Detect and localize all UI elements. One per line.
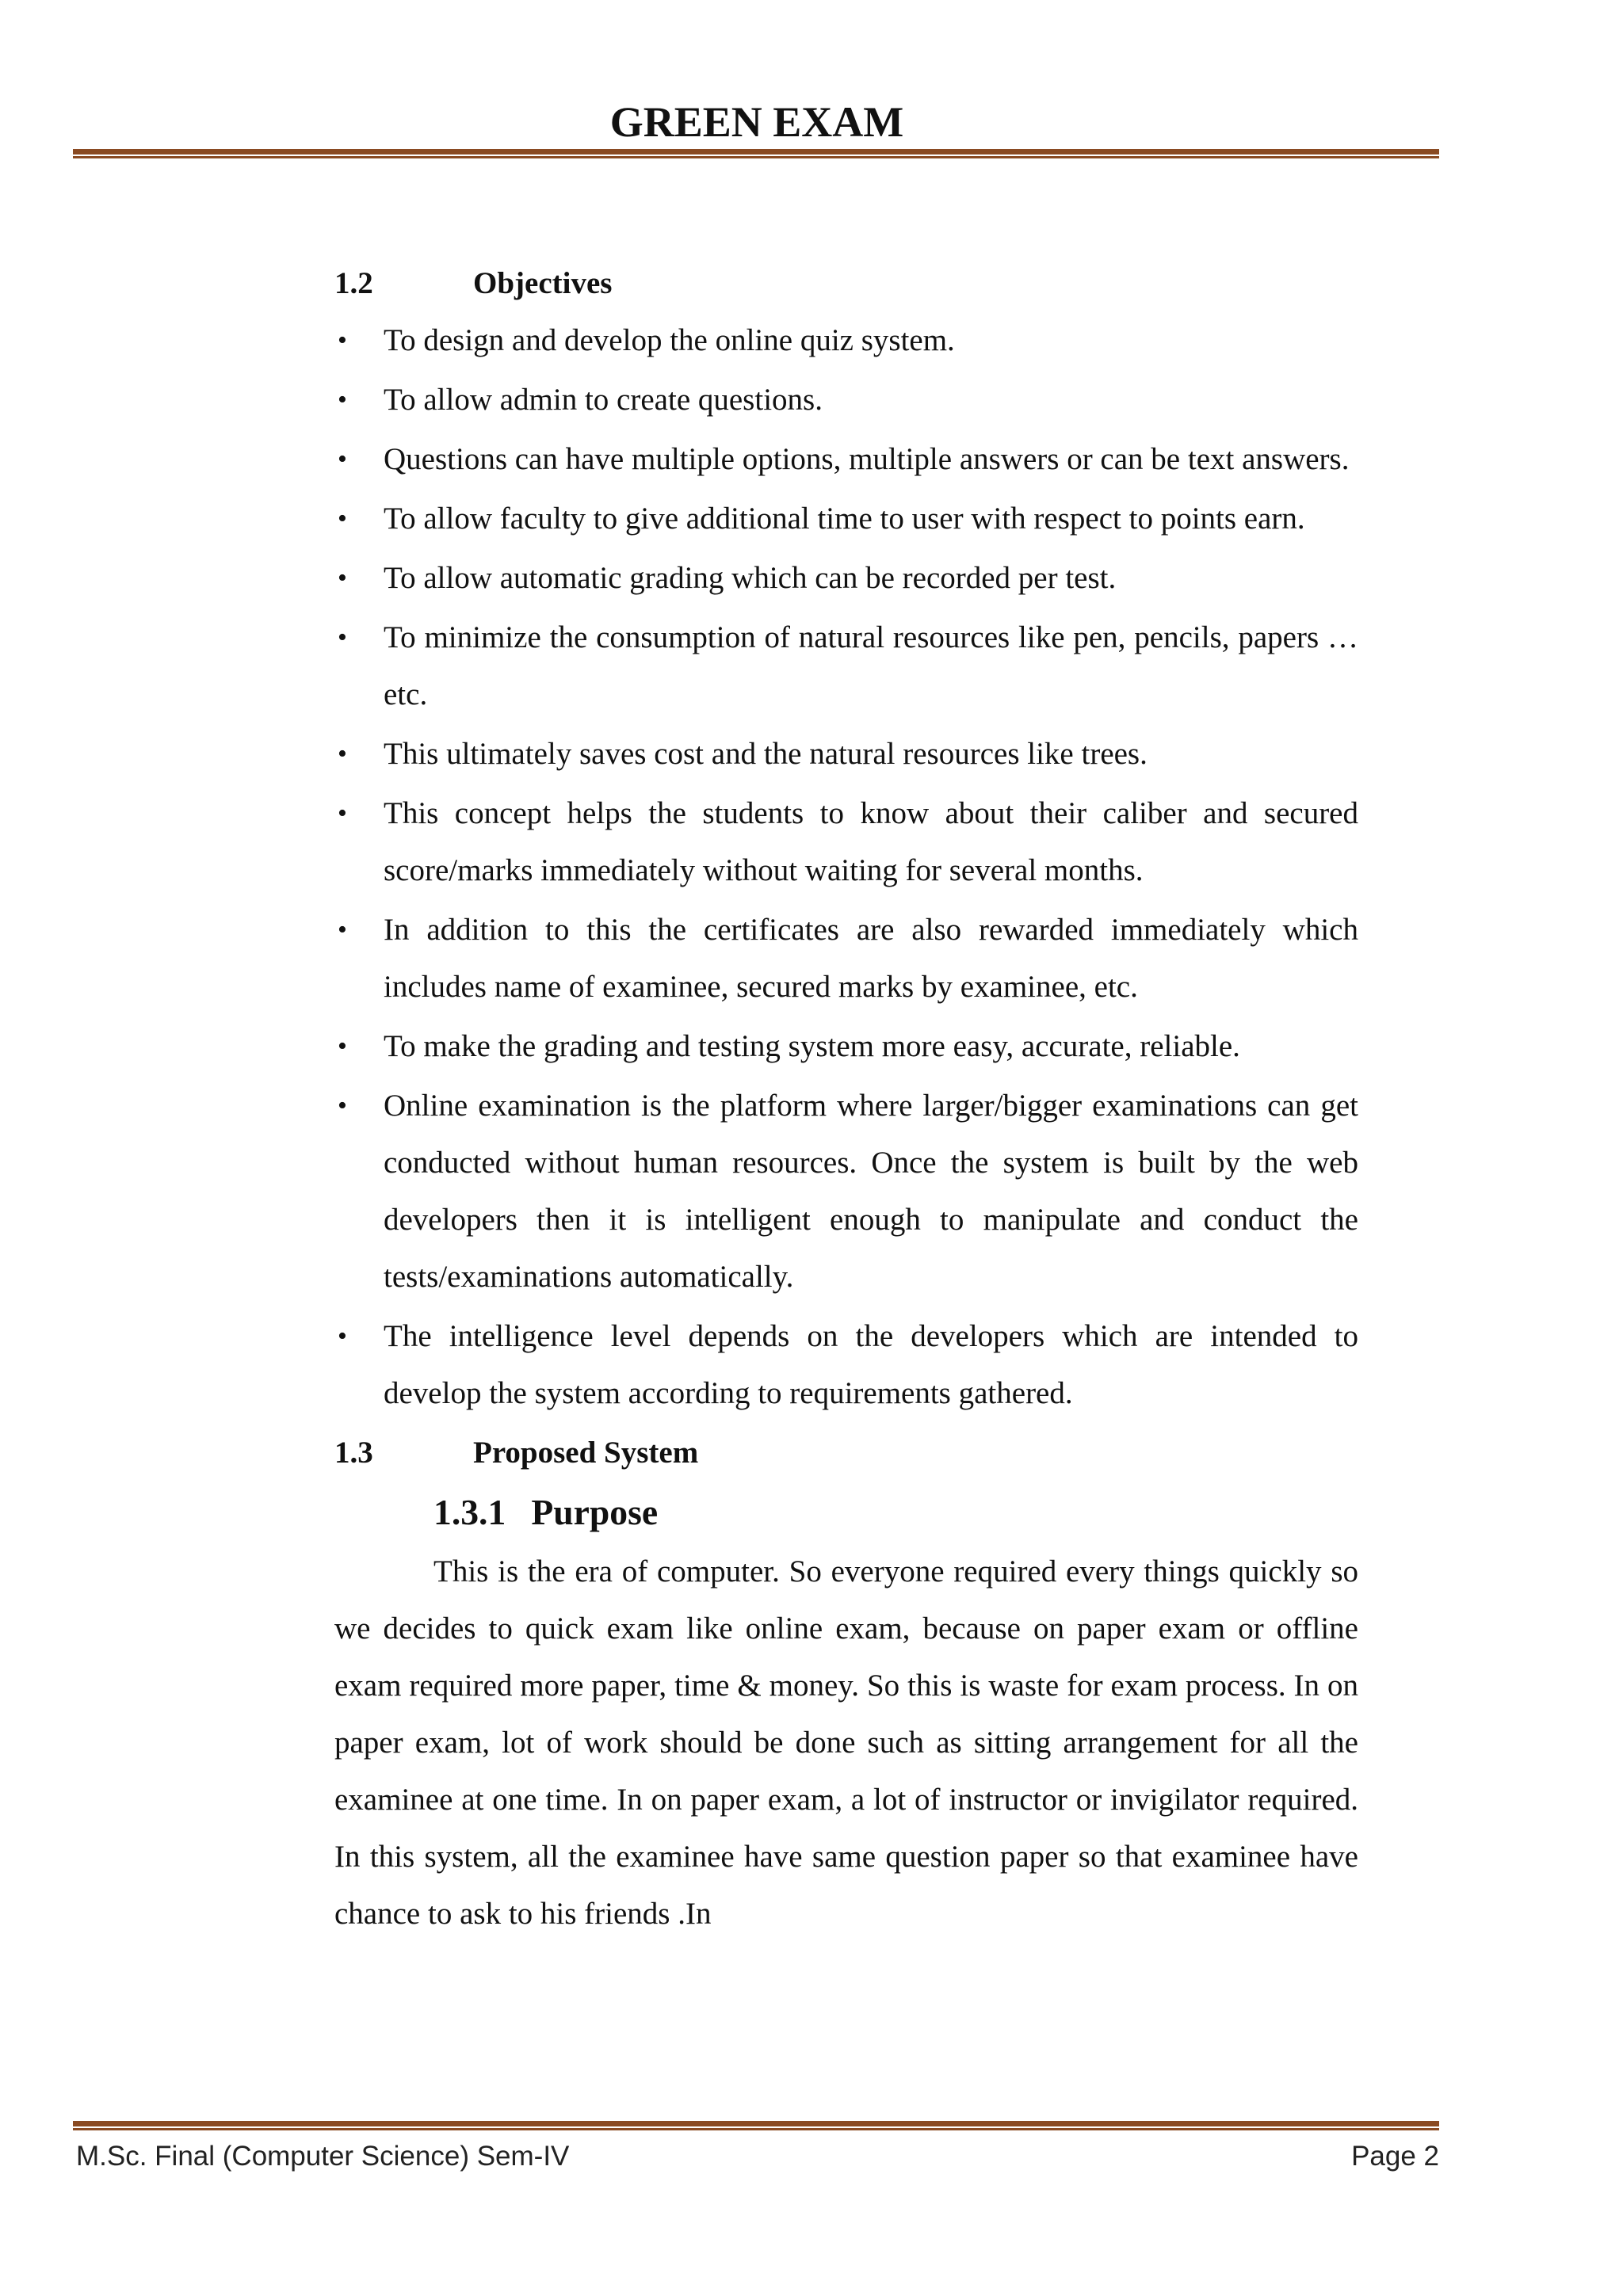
footer-page-number: Page 2	[1351, 2141, 1439, 2172]
header-divider-thin	[73, 156, 1439, 158]
footer-divider-thick	[73, 2121, 1439, 2126]
header-divider-thick	[73, 149, 1439, 154]
objective-text: To design and develop the online quiz system.	[384, 323, 955, 357]
objective-item	[334, 372, 1358, 429]
footer-divider-thin	[73, 2128, 1439, 2130]
objective-text: In addition to this the certificates are also rewarded immediately which includes name of examinee, secured marks by examinee, etc.	[384, 913, 1358, 1004]
section-title: Proposed System	[473, 1436, 699, 1470]
objective-item	[334, 490, 1358, 547]
bullet-icon: •	[338, 1091, 347, 1120]
objectives-list	[334, 312, 1358, 1422]
bullet-icon: •	[338, 444, 347, 474]
subsection-heading-purpose	[334, 1482, 1358, 1543]
section-title: Objectives	[473, 266, 613, 300]
objective-item	[334, 312, 1358, 369]
objective-text: This concept helps the students to know about their caliber and secured score/marks immediately without waiting for several months.	[384, 796, 1358, 887]
document-body	[334, 255, 1358, 1943]
objective-text: This ultimately saves cost and the natural resources like trees.	[384, 737, 1148, 771]
objective-text: Questions can have multiple options, multiple answers or can be text answers.	[384, 442, 1350, 476]
objective-item	[334, 431, 1358, 488]
footer-course-label: M.Sc. Final (Computer Science) Sem-IV	[76, 2141, 570, 2172]
objective-text: Online examination is the platform where larger/bigger examinations can get conducted without human resources. Once the system is built by the web developers then it is intelligent enough to manipulate and conduct the tests/examinations automatically.	[384, 1089, 1358, 1294]
section-number: 1.2	[334, 266, 373, 300]
objective-item	[334, 1308, 1358, 1422]
section-heading-objectives	[334, 255, 1358, 312]
objective-item	[334, 726, 1358, 783]
bullet-icon: •	[338, 1322, 347, 1351]
objective-text: The intelligence level depends on the developers which are intended to develop the system according to requirements gathered.	[384, 1319, 1358, 1410]
header-divider	[73, 149, 1439, 159]
objective-item	[334, 1018, 1358, 1075]
objective-item	[334, 785, 1358, 899]
objective-item	[334, 609, 1358, 723]
objective-text: To allow faculty to give additional time to user with respect to points earn.	[384, 502, 1305, 536]
bullet-icon: •	[338, 385, 347, 414]
bullet-icon: •	[338, 799, 347, 828]
objective-item	[334, 550, 1358, 607]
bullet-icon: •	[338, 563, 347, 593]
bullet-icon: •	[338, 326, 347, 355]
bullet-icon: •	[338, 1032, 347, 1061]
bullet-icon: •	[338, 915, 347, 944]
subsection-title: Purpose	[531, 1492, 659, 1532]
objective-item	[334, 902, 1358, 1016]
objective-text: To make the grading and testing system more easy, accurate, reliable.	[384, 1029, 1240, 1063]
bullet-icon: •	[338, 623, 347, 652]
objective-text: To allow automatic grading which can be recorded per test.	[384, 561, 1117, 595]
bullet-icon: •	[338, 739, 347, 769]
footer-divider	[73, 2121, 1439, 2131]
page-header-title: GREEN EXAM	[609, 98, 904, 146]
objective-text: To allow admin to create questions.	[384, 383, 823, 417]
objective-item	[334, 1077, 1358, 1306]
section-heading-proposed-system	[334, 1425, 1358, 1482]
objective-text: To minimize the consumption of natural resources like pen, pencils, papers …etc.	[384, 620, 1358, 711]
subsection-number: 1.3.1	[433, 1492, 506, 1532]
bullet-icon: •	[338, 504, 347, 533]
section-number: 1.3	[334, 1436, 373, 1470]
purpose-paragraph: This is the era of computer. So everyone required every things quickly so we decides to quick exam like online exam, because on paper exam or offline exam required more paper, time & money. So this is waste for exam process. In on paper exam, lot of work should be done such as sitting arrangement for all the examinee at one time. In on paper exam, a lot of instructor or invigilator required. In this system, all the examinee have same question paper so that examinee have chance to ask to his friends .In	[334, 1554, 1358, 1931]
